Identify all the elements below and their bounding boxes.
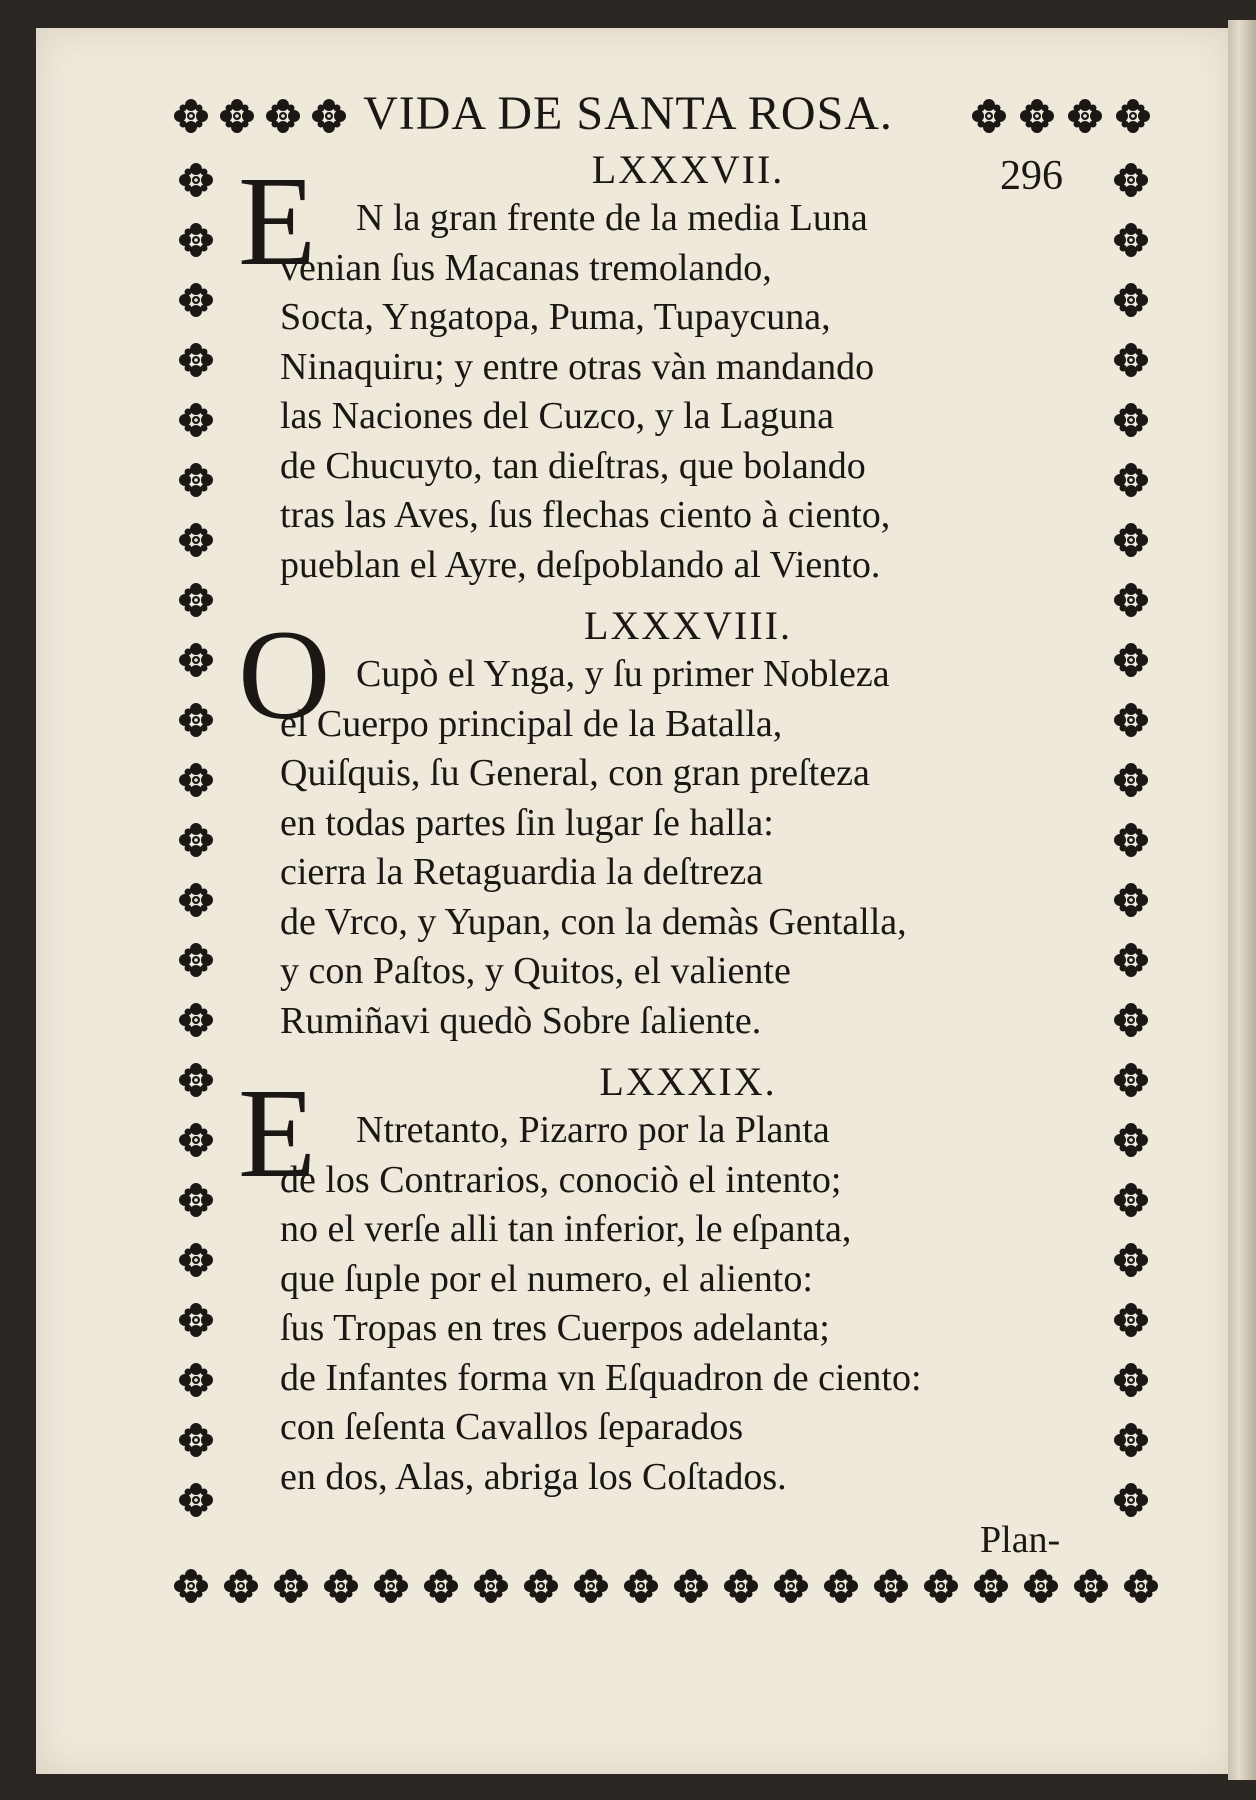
- fleuron-icon: [1024, 1569, 1058, 1603]
- verse-line: de Vrco, y Yupan, con la demàs Gentalla,: [280, 900, 907, 943]
- verse-line: no el verſe alli tan inferior, le eſpanta,: [280, 1208, 852, 1250]
- adjacent-page-edge: [1228, 20, 1256, 1780]
- fleuron-icon: [174, 1569, 208, 1603]
- stanza: [238, 1058, 1058, 1502]
- fleuron-icon: [1114, 643, 1148, 677]
- catchword: Plan-: [980, 1519, 1061, 1561]
- fleuron-icon: [674, 1569, 708, 1603]
- verse-line: tras las Aves, ſus flechas ciento à ciento,: [280, 494, 891, 536]
- fleuron-icon: [179, 703, 213, 737]
- fleuron-icon: [574, 1569, 608, 1603]
- verse-line: N la gran frente de la media Luna: [356, 197, 868, 239]
- verse-line: Cupò el Ynga, y ſu primer Nobleza: [356, 653, 890, 695]
- bottom-border: [166, 1560, 1166, 1612]
- fleuron-icon: [179, 163, 213, 197]
- fleuron-icon: [224, 1569, 258, 1603]
- stanza-number: LXXXVII.: [591, 147, 785, 192]
- fleuron-icon: [179, 463, 213, 497]
- drop-cap: O: [238, 604, 331, 746]
- fleuron-icon: [924, 1569, 958, 1603]
- fleuron-icon: [1114, 463, 1148, 497]
- fleuron-icon: [824, 1569, 858, 1603]
- fleuron-icon: [1114, 583, 1148, 617]
- verse-line: ſus Tropas en tres Cuerpos adelanta;: [280, 1307, 830, 1349]
- fleuron-icon: [179, 1003, 213, 1037]
- fleuron-icon: [974, 1569, 1008, 1603]
- fleuron-icon: [179, 823, 213, 857]
- fleuron-icon: [179, 763, 213, 797]
- fleuron-icon: [1114, 1303, 1148, 1337]
- fleuron-icon: [1114, 1243, 1148, 1277]
- drop-cap: E: [238, 1062, 317, 1204]
- verse-line: en todas partes ſin lugar ſe halla:: [280, 801, 774, 844]
- fleuron-icon: [274, 1569, 308, 1603]
- fleuron-icon: [1114, 823, 1148, 857]
- fleuron-icon: [1114, 223, 1148, 257]
- fleuron-icon: [1114, 1123, 1148, 1157]
- fleuron-icon: [179, 1123, 213, 1157]
- fleuron-icon: [624, 1569, 658, 1603]
- fleuron-icon: [474, 1569, 508, 1603]
- right-border: [1105, 150, 1157, 1550]
- stanza: [238, 602, 1058, 1046]
- fleuron-icon: [179, 1423, 213, 1457]
- stanza-number: LXXXIX.: [599, 1059, 777, 1104]
- verse-line: de Infantes forma vn Eſquadron de ciento:: [280, 1356, 922, 1399]
- fleuron-icon: [724, 1569, 758, 1603]
- verse-line: cierra la Retaguardia la deſtreza: [280, 851, 764, 893]
- fleuron-icon: [1124, 1569, 1158, 1603]
- left-border: [170, 150, 222, 1550]
- fleuron-icon: [1114, 943, 1148, 977]
- fleuron-icon: [1114, 283, 1148, 317]
- fleuron-icon: [179, 283, 213, 317]
- verse-line: pueblan el Ayre, deſpoblando al Viento.: [280, 543, 881, 586]
- fleuron-icon: [179, 1063, 213, 1097]
- fleuron-icon: [179, 403, 213, 437]
- fleuron-icon: [179, 1183, 213, 1217]
- fleuron-icon: [1114, 343, 1148, 377]
- fleuron-icon: [1114, 1363, 1148, 1397]
- fleuron-icon: [179, 943, 213, 977]
- fleuron-icon: [524, 1569, 558, 1603]
- fleuron-icon: [1114, 523, 1148, 557]
- verse-line: el Cuerpo principal de la Batalla,: [280, 702, 783, 745]
- fleuron-icon: [1114, 1423, 1148, 1457]
- fleuron-icon: [179, 523, 213, 557]
- verse-line: y con Paſtos, y Quitos, el valiente: [280, 950, 791, 992]
- fleuron-icon: [1114, 763, 1148, 797]
- fleuron-icon: [179, 1483, 213, 1517]
- fleuron-icon: [179, 1363, 213, 1397]
- fleuron-icon: [424, 1569, 458, 1603]
- fleuron-icon: [1114, 163, 1148, 197]
- verse-line: con ſeſenta Cavallos ſeparados: [280, 1406, 744, 1448]
- verse-line: Ninaquiru; y entre otras vàn mandando: [280, 345, 875, 388]
- fleuron-icon: [774, 1569, 808, 1603]
- fleuron-icon: [874, 1569, 908, 1603]
- verse-line: de los Contrarios, conociò el intento;: [280, 1158, 842, 1201]
- fleuron-icon: [179, 343, 213, 377]
- verse-line: venian ſus Macanas tremolando,: [280, 246, 772, 289]
- fleuron-icon: [179, 1243, 213, 1277]
- drop-cap: E: [238, 150, 317, 292]
- verse-line: que ſuple por el numero, el aliento:: [280, 1257, 813, 1300]
- stanza: [238, 146, 1058, 590]
- fleuron-icon: [179, 643, 213, 677]
- stanza-number: LXXXVIII.: [584, 603, 792, 648]
- fleuron-icon: [1114, 403, 1148, 437]
- running-head: VIDA DE SANTA ROSA.: [363, 87, 893, 140]
- fleuron-icon: [1114, 1183, 1148, 1217]
- fleuron-icon: [1114, 883, 1148, 917]
- fleuron-icon: [1114, 1003, 1148, 1037]
- verse-line: en dos, Alas, abriga los Coſtados.: [280, 1455, 787, 1498]
- fleuron-icon: [374, 1569, 408, 1603]
- fleuron-icon: [179, 223, 213, 257]
- page-number: 296: [1000, 153, 1063, 199]
- fleuron-icon: [1114, 1483, 1148, 1517]
- verse-line: las Naciones del Cuzco, y la Laguna: [280, 395, 834, 437]
- verse-line: Socta, Yngatopa, Puma, Tupaycuna,: [280, 296, 831, 338]
- verse-line: Ntretanto, Pizarro por la Planta: [356, 1109, 830, 1151]
- fleuron-icon: [324, 1569, 358, 1603]
- fleuron-icon: [1114, 703, 1148, 737]
- fleuron-icon: [179, 583, 213, 617]
- fleuron-icon: [179, 1303, 213, 1337]
- verse-line: Rumiñavi quedò Sobre ſaliente.: [280, 999, 762, 1042]
- fleuron-icon: [170, 150, 222, 1550]
- fleuron-icon: [1105, 150, 1157, 1550]
- fleuron-icon: [1114, 1063, 1148, 1097]
- fleuron-icon: [179, 883, 213, 917]
- fleuron-icon: [166, 1560, 1166, 1612]
- fleuron-icon: [1074, 1569, 1108, 1603]
- verse-line: de Chucuyto, tan dieſtras, que bolando: [280, 444, 866, 487]
- verse-line: Quiſquis, ſu General, con gran preſteza: [280, 752, 870, 794]
